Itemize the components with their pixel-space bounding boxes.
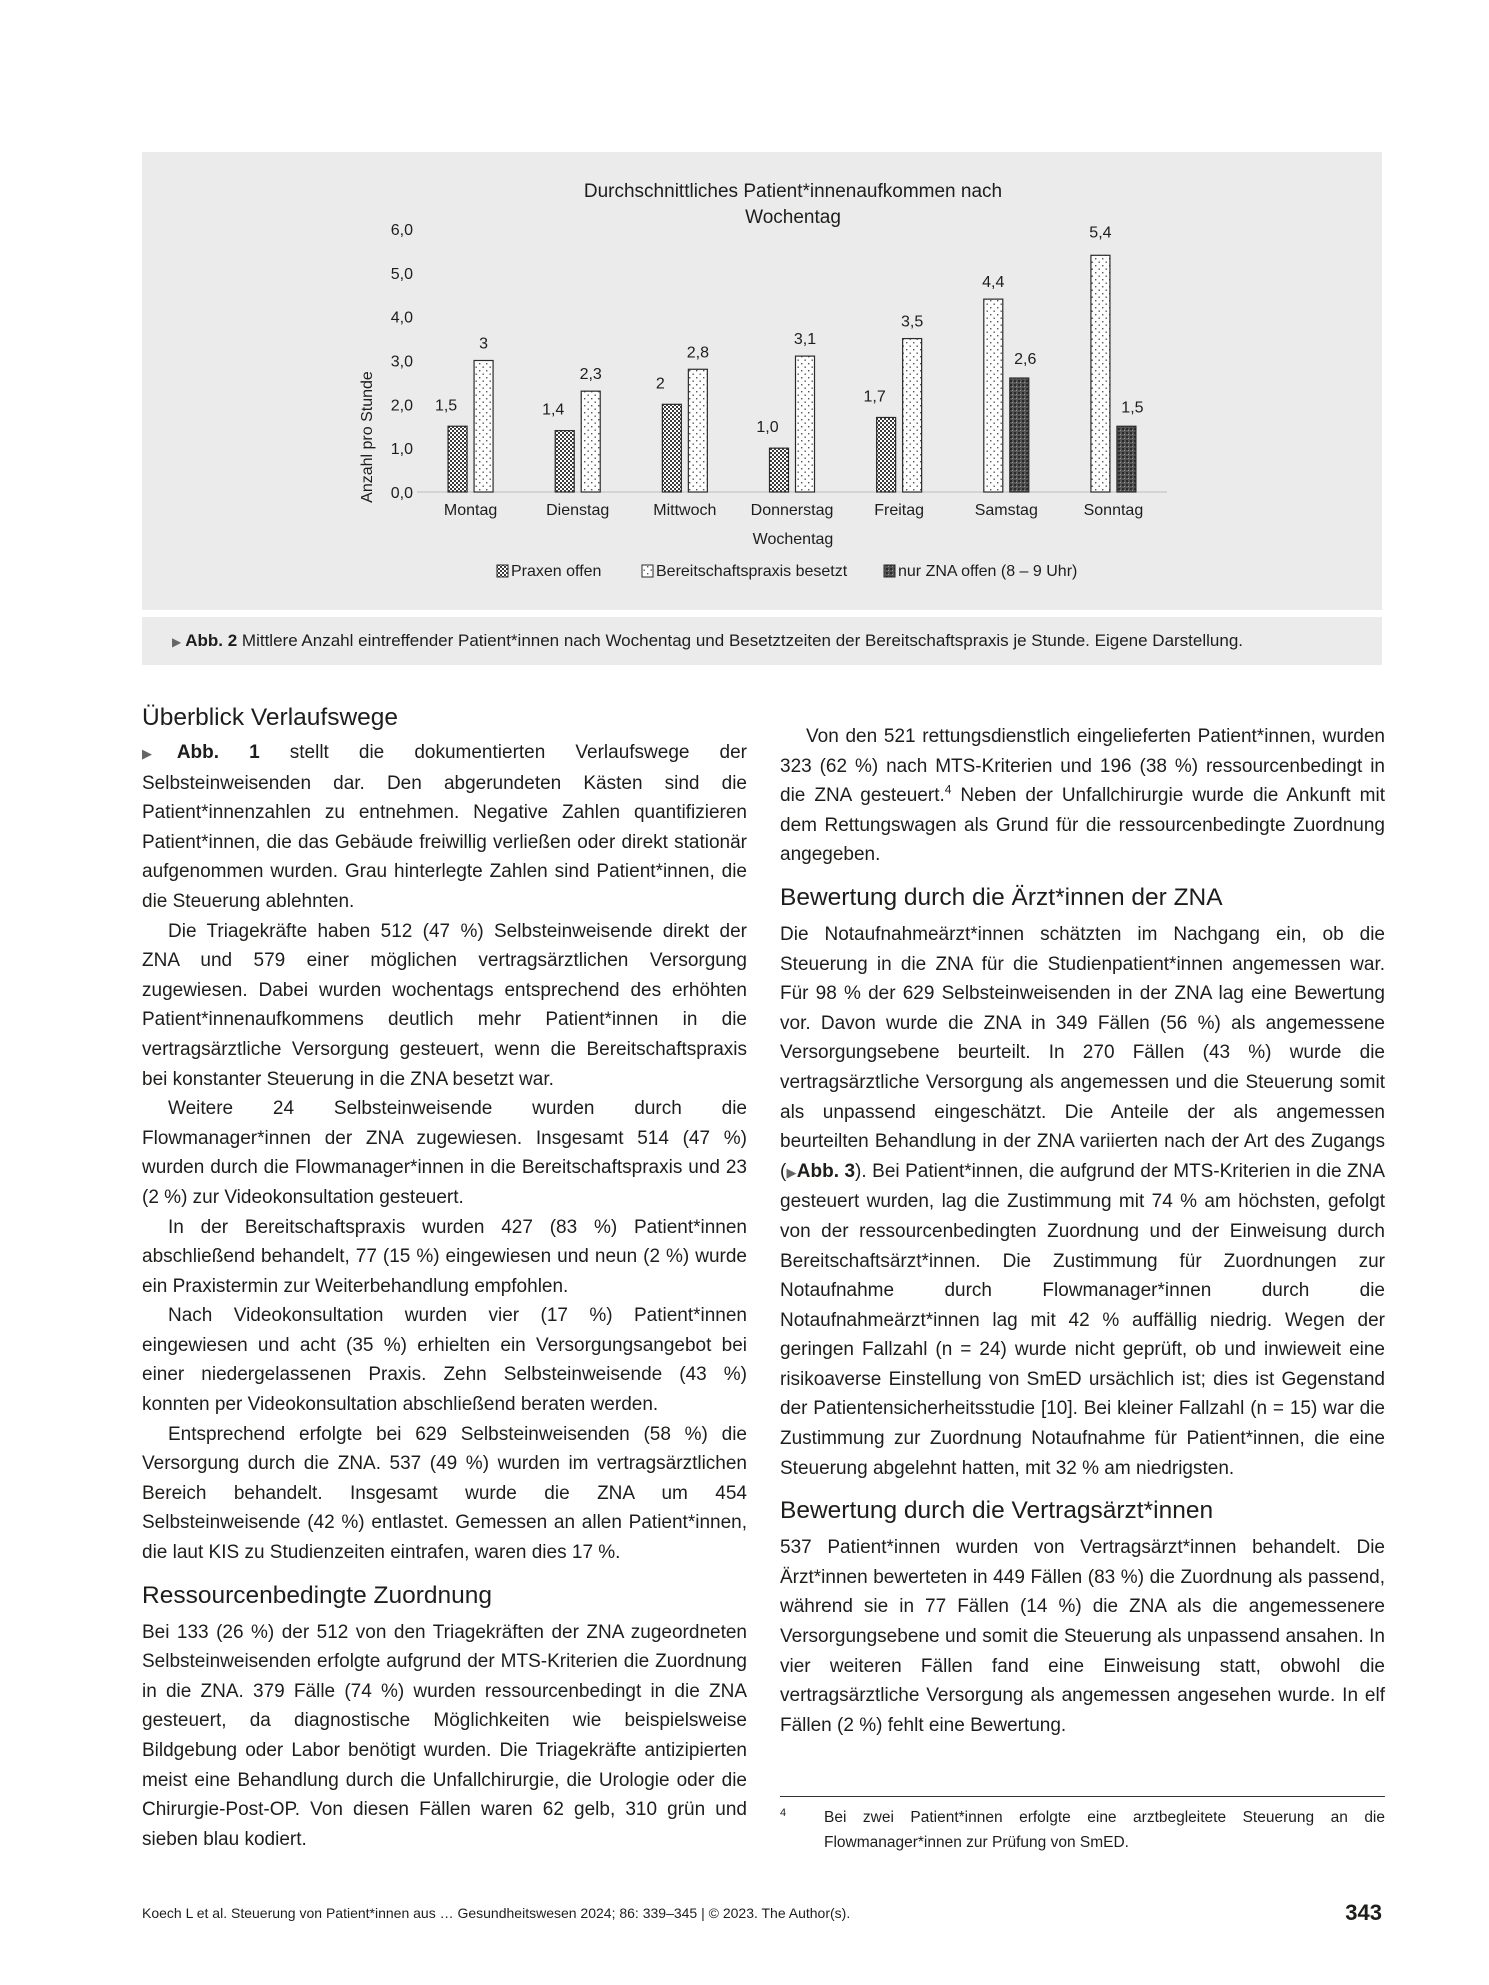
legend-entry: nur ZNA offen (8 – 9 Uhr) — [898, 563, 1078, 580]
paragraph: 537 Patient*innen wurden von Vertragsärzt*innen behandelt. Die Ärzt*innen bewerteten in 449 Fällen (83 %) die Zuordnung als passend, während sie in 77 Fällen (14 %) die ZNA als die angemessenere Versorgungsebene und somit die Steuerung als unpassend ansahen. In vier weiteren Fällen fand eine Einweisung statt, obwohl die vertragsärztliche Versorgung als angemessen angesehen wurde. In elf Fällen (2 %) fehlt eine Bewertung. — [780, 1537, 1385, 1736]
data-label: 2,3 — [579, 366, 602, 384]
y-tick-label: 0,0 — [390, 485, 413, 502]
paragraph: In der Bereitschaftspraxis wurden 427 (83 %) Patient*innen abschließend behandelt, 77 (15 %) eingewiesen und neun (2 %) wurde ein Praxistermin zur Weiterbehandlung empfohlen. — [142, 1216, 747, 1297]
y-tick-label: 2,0 — [390, 397, 413, 415]
heading-bewertung-zna: Bewertung durch die Ärzt*innen der ZNA — [780, 883, 1223, 911]
footnote-number: 4 — [780, 1807, 787, 1819]
paragraph: Bei 133 (26 %) der 512 von den Triagekräften der ZNA zugeordneten Selbsteinweisenden erfolgte aufgrund der MTS-Kriterien die Zuordnung in die ZNA. 379 Fälle (74 %) wurden ressourcenbedingt in die ZNA gesteuert, da diagnostische Möglichkeiten wie beispielsweise Bildgebung oder Labor benötigt wurden. Die Triagekräfte antizipierten meist eine Behandlung durch die Unfallchirurgie, die Urologie oder die Chirurgie-Post-OP. Von diesen Fällen waren 62 gelb, 310 grün und sieben blau kodiert. — [142, 1621, 747, 1850]
legend-swatch — [497, 565, 508, 577]
footnote-marker[interactable]: 4 — [944, 782, 952, 797]
bar — [877, 417, 896, 492]
bar — [555, 431, 574, 492]
caption-label: Abb. 2 — [185, 631, 238, 650]
data-label: 1,0 — [756, 419, 779, 437]
data-label: 5,4 — [1089, 224, 1112, 242]
bar — [903, 339, 922, 492]
y-tick-label: 1,0 — [390, 441, 413, 459]
figure-caption — [142, 617, 1382, 665]
data-label: 1,4 — [542, 401, 565, 419]
paragraph — [142, 738, 747, 917]
data-label: 3,1 — [793, 331, 817, 349]
left-column — [142, 698, 747, 1854]
data-label: 3,5 — [901, 313, 924, 331]
data-label: 3 — [479, 335, 489, 353]
heading-bewertung-vertragsaerzte: Bewertung durch die Vertragsärzt*innen — [780, 1497, 1214, 1525]
x-tick-label: Montag — [443, 502, 498, 519]
footnote-divider — [780, 1796, 1385, 1797]
x-tick-label: Donnerstag — [750, 502, 834, 519]
data-label: 1,5 — [434, 397, 458, 415]
caption-text: Mittlere Anzahl eintreffender Patient*innen nach Wochentag und Besetztzeiten der Bereitschaftspraxis je Stunde. Eigene Darstellung. — [237, 631, 1244, 650]
bar — [984, 299, 1003, 492]
bar — [796, 356, 815, 492]
right-column — [780, 722, 1385, 1740]
bar — [688, 369, 707, 492]
footnote-text: Bei zwei Patient*innen erfolgte eine arztbegleitete Steuerung an die Flowmanager*innen zur Prüfung von SmED. — [824, 1809, 1385, 1851]
bar — [1117, 426, 1136, 492]
x-tick-label: Samstag — [974, 502, 1038, 519]
data-label: 2 — [655, 375, 665, 393]
figure-reference[interactable]: Abb. 3 — [796, 1160, 856, 1182]
bar-chart — [142, 152, 1382, 610]
y-tick-label: 3,0 — [390, 353, 413, 371]
bar — [1010, 378, 1029, 492]
data-label: 1,5 — [1121, 399, 1144, 417]
paragraph: Nach Videokonsultation wurden vier (17 %) Patient*innen eingewiesen und acht (35 %) erhielten ein Versorgungsangebot bei einer niedergelassenen Praxis. Zehn Selbsteinweisende (43 %) konnten per Videokonsultation abschließend beraten werden. — [142, 1305, 747, 1416]
heading-ressourcen: Ressourcenbedingte Zuordnung — [142, 1581, 493, 1609]
legend-entry: Bereitschaftspraxis besetzt — [656, 563, 848, 580]
page-number: 343 — [1345, 1900, 1382, 1925]
reference-arrow-icon: ▶ — [142, 746, 177, 761]
paragraph — [780, 722, 1385, 870]
data-label: 2,6 — [1014, 351, 1037, 369]
x-tick-label: Sonntag — [1083, 502, 1144, 519]
bar — [581, 391, 600, 492]
y-axis-label: Anzahl pro Stunde — [359, 371, 376, 503]
paragraph: Entsprechend erfolgte bei 629 Selbsteinweisenden (58 %) die Versorgung durch die ZNA. 537 (49 %) wurden im vertragsärztlichen Bereich behandelt. Insgesamt wurde die ZNA um 454 Selbsteinweisende (42 %) entlastet. Gemessen an allen Patient*innen, die laut KIS zu Studienzeiten eintrafen, waren dies 17 %. — [142, 1423, 747, 1564]
paragraph: Die Triagekräfte haben 512 (47 %) Selbsteinweisende direkt der ZNA und 579 einer möglichen vertragsärztlichen Versorgung zugewiesen. Dabei wurden wochentags entsprechend des erhöhten Patient*innenaufkommens deutlich mehr Patient*innen in die vertragsärztliche Versorgung gesteuert, wenn die Bereitschaftspraxis bei konstanter Steuerung in die ZNA besetzt war. — [142, 920, 747, 1090]
y-tick-label: 5,0 — [390, 265, 413, 283]
paragraph-text: Von den 521 rettungsdienstlich eingelieferten Patient*innen, wurden 323 (62 %) nach MTS-Kriterien und 196 (38 %) ressourcenbedingt in die ZNA gesteuert. — [780, 726, 1385, 807]
x-tick-label: Freitag — [874, 502, 925, 519]
paragraph-text: Die Notaufnahmeärzt*innen schätzten im Nachgang ein, ob die Steuerung in die ZNA für die Studienpatient*innen angemessen war. Für 98 % der 629 Selbsteinweisenden in der ZNA lag eine Bewertung vor. Davon wurde die ZNA in 349 Fällen (56 %) als angemessene Versorgungsebene beurteilt. In 270 Fällen (43 %) wurde die vertragsärztliche Versorgung als angemessen und die Steuerung somit als unpassend eingeschätzt. Die Anteile der als angemessen beurteilten Behandlung in der ZNA variierten nach der Art des Zugangs ( — [780, 923, 1385, 1182]
bar — [474, 361, 493, 493]
paragraph — [780, 920, 1385, 1483]
x-tick-label: Mittwoch — [653, 502, 717, 519]
data-label: 4,4 — [982, 274, 1005, 292]
legend-swatch — [642, 565, 653, 577]
chart-title: Durchschnittliches Patient*innenaufkommen nach — [583, 181, 1003, 202]
paragraph-text: stellt die dokumentierten Verlaufswege der Selbsteinweisenden dar. Den abgerundeten Kästen sind die Patient*innenzahlen zu entnehmen. Negative Zahlen quantifizieren Patient*innen, die das Gebäude freiwillig verließen oder direkt stationär aufgenommen wurden. Grau hinterlegte Zahlen sind Patient*innen, die die Steuerung ablehnten. — [142, 742, 747, 912]
page-footer-citation: Koech L et al. Steuerung von Patient*innen aus … Gesundheitswesen 2024; 86: 339–345 | © 2023. The Author(s). — [142, 1905, 851, 1921]
heading-ueberblick: Überblick Verlaufswege — [142, 704, 399, 731]
legend-swatch — [884, 565, 895, 577]
figure-reference[interactable]: Abb. 1 — [176, 742, 260, 763]
x-tick-label: Dienstag — [546, 502, 610, 519]
x-axis-label: Wochentag — [752, 531, 834, 548]
paragraph-text: ). Bei Patient*innen, die aufgrund der MTS-Kriterien in die ZNA gesteuert wurden, lag die Zustimmung mit 74 % am höchsten, gefolgt von der ressourcenbedingten Zuordnung und der Einweisung durch Bereitschaftsärzt*innen. Die Zustimmung für Zuordnungen zur Notaufnahme durch Flowmanager*innen durch die Notaufnahmeärzt*innen lag mit 42 % auffällig niedrig. Wegen der geringen Fallzahl (n = 24) wurde nicht geprüft, ob und inwieweit eine risikoaverse Einstellung von SmED ursächlich ist; dies ist Gegenstand der Patientensicherheitsstudie [10]. Bei kleiner Fallzahl (n = 15) war die Zustimmung zur Zuordnung Notaufnahme für Patient*innen, die eine Steuerung abgelehnt hatten, mit 32 % am niedrigsten. — [780, 1160, 1386, 1479]
bar — [1091, 255, 1110, 492]
reference-arrow-icon: ▶ — [786, 1164, 797, 1180]
legend-entry: Praxen offen — [511, 563, 602, 580]
caption-arrow-icon: ▶ — [172, 635, 182, 649]
bar — [770, 448, 789, 492]
chart-title-line2: Wochentag — [745, 207, 841, 228]
footnote — [780, 1805, 1385, 1855]
bar — [662, 404, 681, 492]
figure-2 — [142, 152, 1382, 610]
data-label: 2,8 — [686, 344, 709, 362]
y-tick-label: 4,0 — [390, 309, 413, 327]
y-tick-label: 6,0 — [390, 222, 413, 239]
paragraph-text: Neben der Unfallchirurgie wurde die Ankunft mit dem Rettungswagen als Grund für die ressourcenbedingte Zuordnung angegeben. — [780, 785, 1385, 866]
paragraph: Weitere 24 Selbsteinweisende wurden durch die Flowmanager*innen der ZNA zugewiesen. Insgesamt 514 (47 %) wurden durch die Flowmanager*innen in die Bereitschaftspraxis und 23 (2 %) zur Videokonsultation gesteuert. — [142, 1098, 747, 1208]
data-label: 1,7 — [863, 388, 886, 406]
bar — [448, 426, 467, 492]
